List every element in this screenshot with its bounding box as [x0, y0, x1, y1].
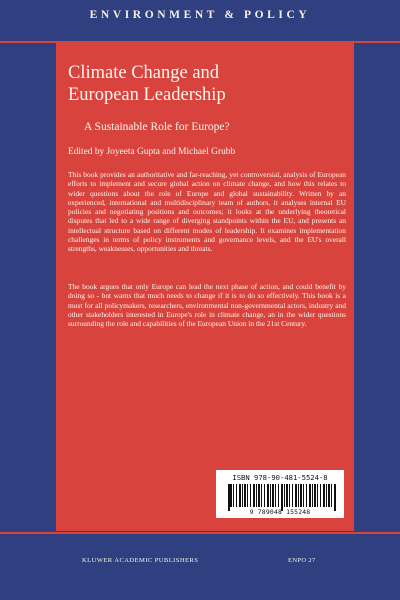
barcode-digits: 9 789048 155248	[249, 508, 311, 516]
book-title-line2: European Leadership	[68, 85, 226, 105]
book-subtitle: A Sustainable Role for Europe?	[84, 121, 230, 133]
isbn-label: ISBN 978-90-481-5524-8	[232, 473, 328, 482]
editors-line: Edited by Joyeeta Gupta and Michael Grubb	[68, 147, 236, 157]
series-label: ENVIRONMENT & POLICY	[89, 9, 311, 21]
barcode-guard-left	[228, 484, 230, 511]
bottom-divider	[0, 532, 400, 534]
barcode-guard-right	[334, 484, 336, 511]
series-code: ENPO 27	[288, 557, 316, 564]
blurb-paragraph-1: This book provides an authoritative and far-reaching, yet controversial, analysis of European efforts to implement and secure global action on climate change, and how this relates to wider questions about the role of Europe and global sustainability. Written by an experienced, international and multidisciplinary team of authors, it analyses internal EU policies and negotiating positions and outcomes; it looks at the underlying theoretical disputes that led to a wide range of diverging standpoints within the EU, and presents an intellectual structure based on different modes of leadership. It examines implementation challenges in terms of policy instruments and governance levels, and the EU's overall strengths, weaknesses, opportunities and threats.	[68, 170, 346, 254]
series-name	[0, 0, 400, 44]
book-title-line1: Climate Change and	[68, 63, 220, 83]
blurb-paragraph-2: The book argues that only Europe can lead the next phase of action, and could benefit by doing so - but warns that much needs to change if it is to do so effectively. This book is a must for all policymakers, researchers, environmental non-governmental actors, industry and other stakeholders interested in Europe's role in climate change, an in the wider questions surrounding the role and capabilities of the European Union in the 21st Century.	[68, 282, 346, 329]
book-title	[68, 62, 348, 106]
barcode-guard-center	[281, 484, 283, 511]
publisher-name: KLUWER ACADEMIC PUBLISHERS	[82, 557, 199, 564]
isbn-barcode-box	[216, 470, 344, 518]
